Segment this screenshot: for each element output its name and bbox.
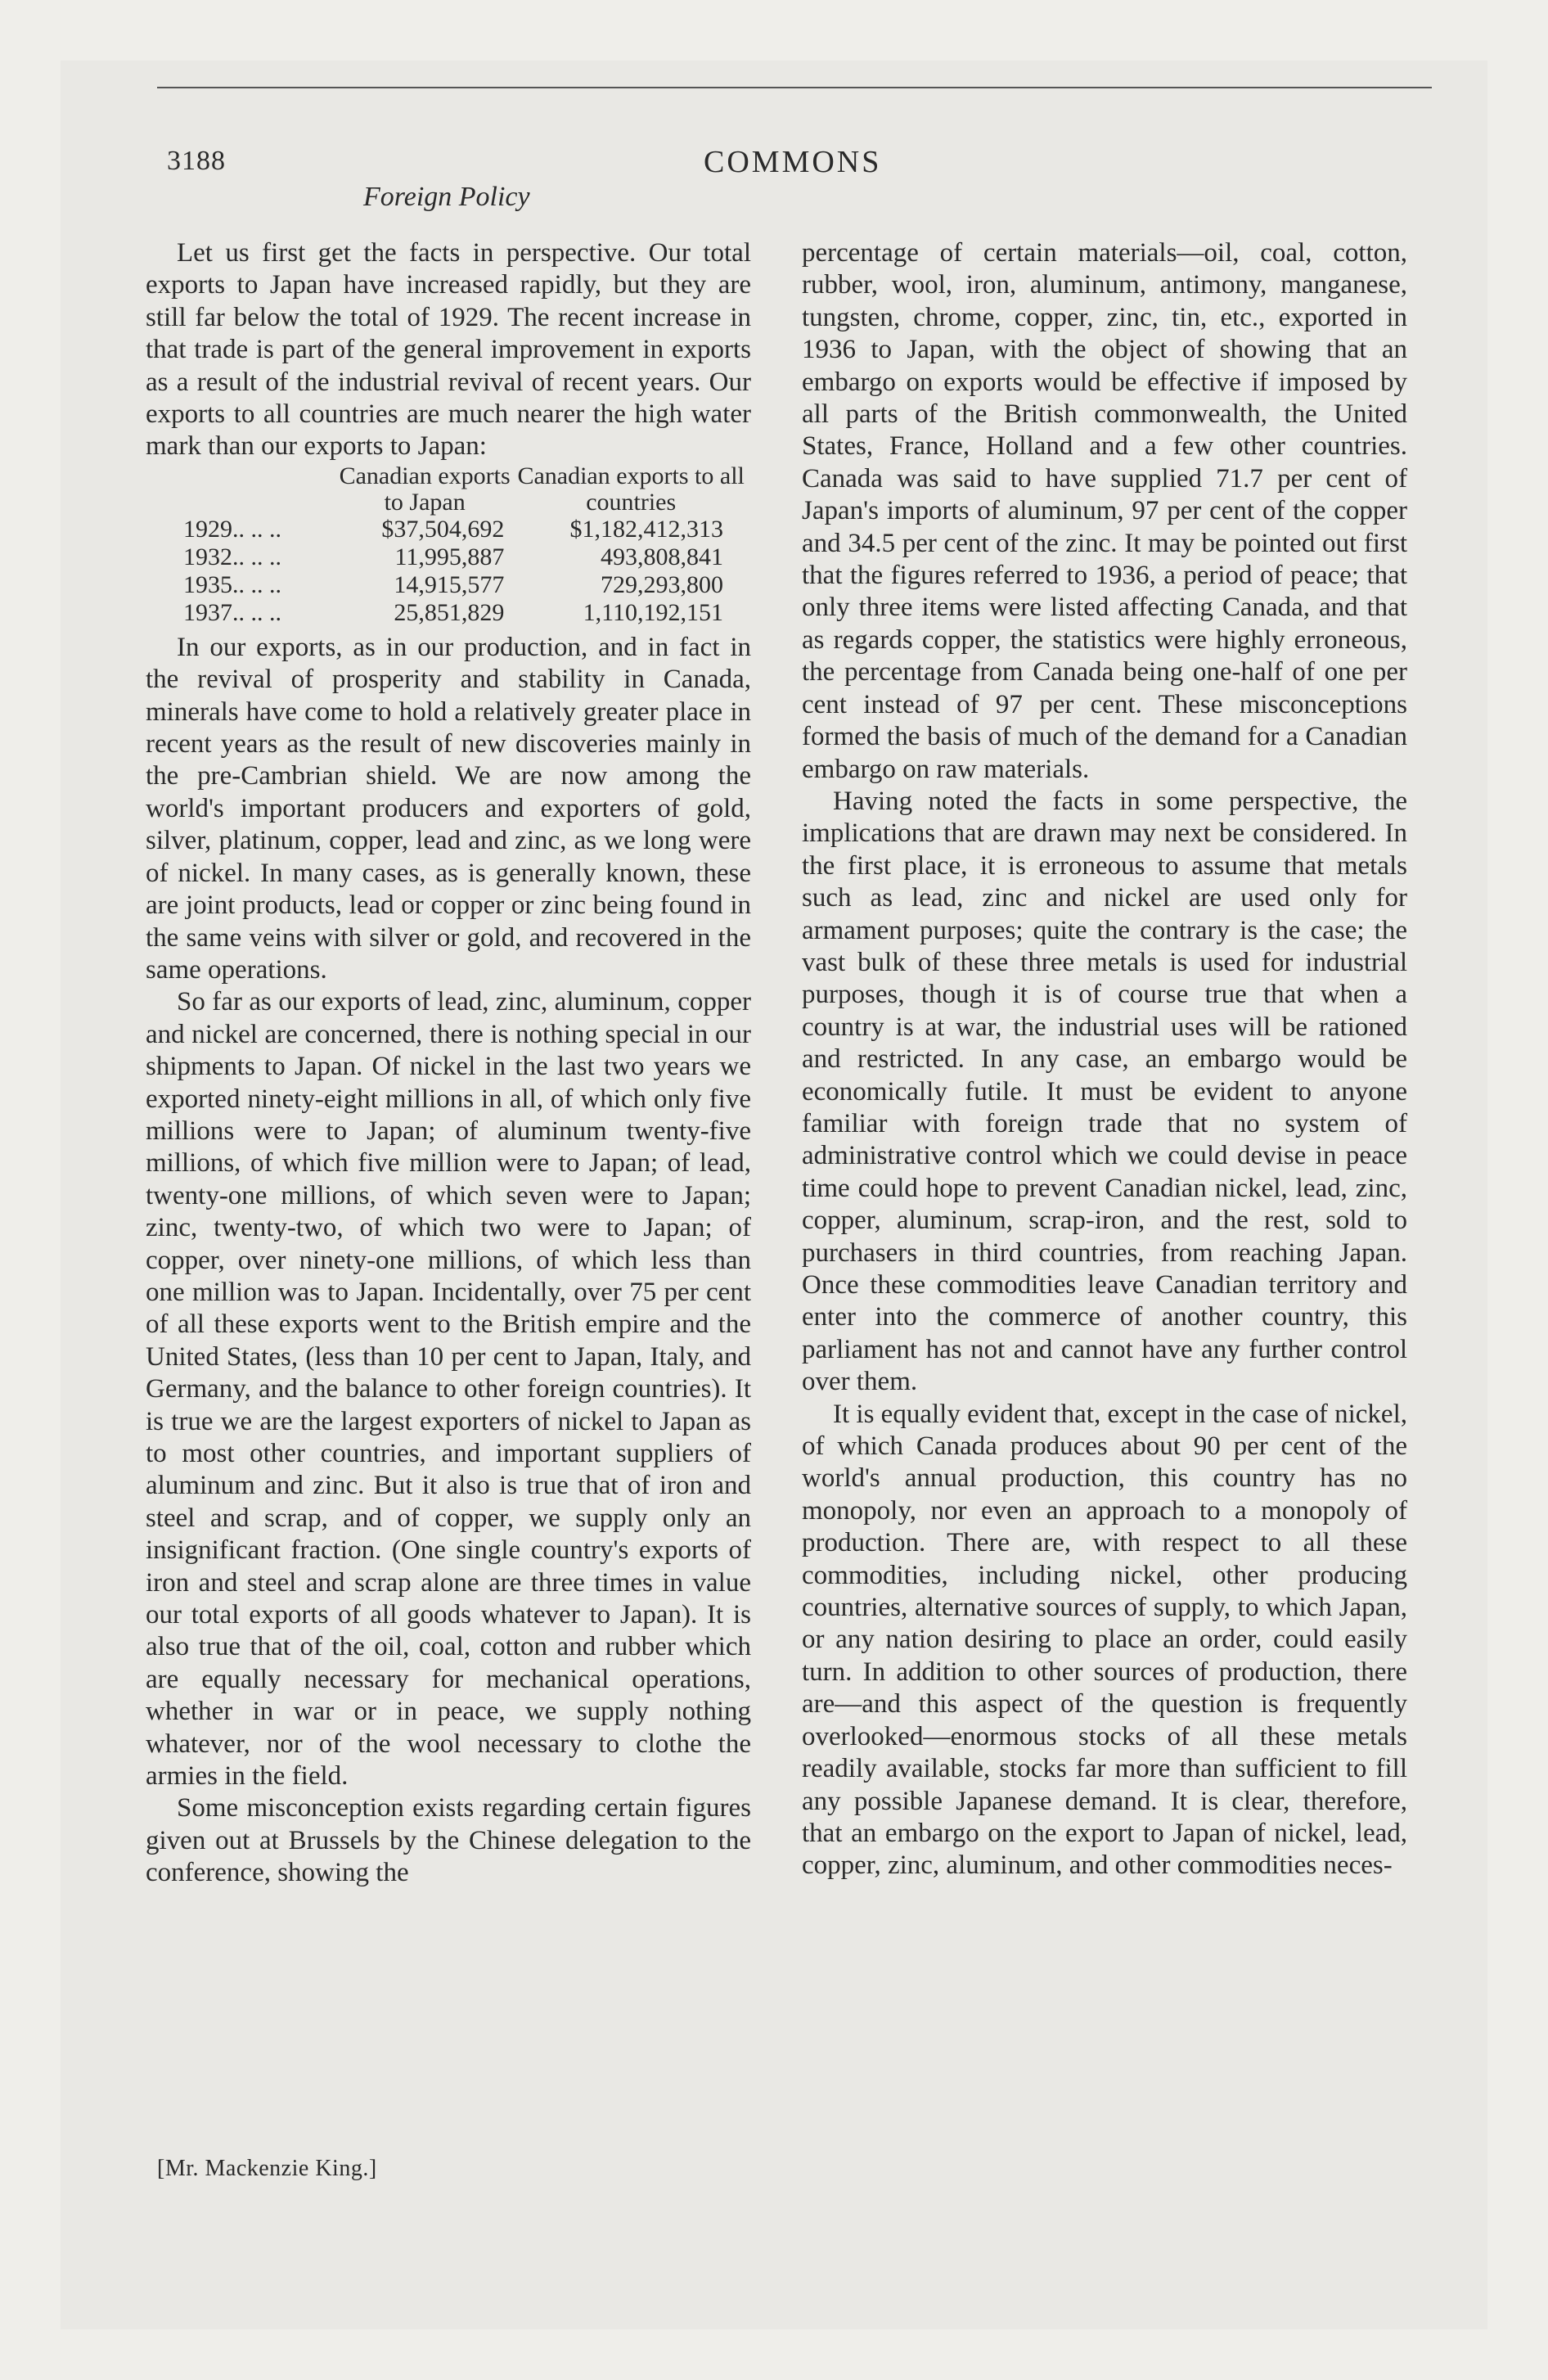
table-header-row: [146, 463, 751, 516]
paragraph: percentage of certain materials—oil, coal, cotton, rubber, wool, iron, aluminum, antimony, manganese, tungsten, chrome, copper, zinc, tin, etc., exported in 1936 to Japan, with the object of showing that an embargo on exports would be effective if imposed by all parts of the British commonwealth, the United States, France, Holland and a few other countries. Canada was said to have supplied 71.7 per cent of Japan's imports of aluminum, 97 per cent of the copper and 34.5 per cent of the zinc. It may be pointed out first that the figures referred to 1936, a period of peace; that only three items were listed affecting Canada, and that as regards copper, the statistics were highly erroneous, the percentage from Canada being one-half of one per cent instead of 97 per cent. These misconceptions formed the basis of much of the demand for a Canadian embargo on raw materials.: [802, 238, 1407, 784]
page-header: [108, 139, 1442, 229]
page-number: 3188: [167, 146, 226, 176]
table-cell-year: 1935.. .. ..: [183, 570, 281, 598]
table-cell-all: 1,110,192,151: [583, 598, 723, 626]
table-cell-all: 729,293,800: [601, 570, 723, 598]
table-header-year: [146, 463, 339, 516]
table-cell-year: 1937.. .. ..: [183, 598, 281, 626]
table-row: [146, 599, 751, 627]
table-row: [146, 571, 751, 599]
paragraph: Having noted the facts in some perspective, the implications that are drawn may next be considered. In the first place, it is erroneous to assume that metals such as lead, zinc and nickel are used only for armament purposes; quite the contrary is the case; the vast bulk of these three metals is used for industrial purposes, though it is of course true that when a country is at war, the industrial uses will be rationed and restricted. In any case, an embargo would be economically futile. It must be evident to anyone familiar with foreign trade that no system of administrative control which we could devise in peace time could hope to prevent Canadian nickel, lead, zinc, copper, aluminum, scrap-iron, and the rest, sold to purchasers in third countries, from reaching Japan. Once these commodities leave Canadian territory and enter into the commerce of another country, this parliament has not and cannot have any further control over them.: [802, 786, 1407, 1397]
table-row: [146, 543, 751, 571]
table-cell-japan: 14,915,577: [394, 570, 505, 598]
paragraph: In our exports, as in our production, and in fact in the revival of prosperity and stability in Canada, minerals have come to hold a relatively greater place in recent years as the result of new discoveries mainly in the pre-Cambrian shield. We are now among the world's important producers and exporters of gold, silver, platinum, copper, lead and zinc, as we long were of nickel. In many cases, as is generally known, these are joint products, lead or copper or zinc being found in the same veins with silver or gold, and recovered in the same operations.: [146, 632, 751, 985]
header-rule: [157, 87, 1432, 88]
running-title: COMMONS: [704, 145, 882, 179]
table-cell-japan: $37,504,692: [381, 515, 505, 543]
table-header-all: Canadian exports to all countries: [517, 462, 745, 516]
speaker-footnote: [Mr. Mackenzie King.]: [157, 2156, 377, 2181]
exports-table: [146, 463, 751, 627]
table-cell-japan: 11,995,887: [394, 543, 505, 570]
table-cell-all: 493,808,841: [601, 543, 723, 570]
table-cell-year: 1929.. .. ..: [183, 515, 281, 543]
table-cell-year: 1932.. .. ..: [183, 543, 281, 570]
table-header-japan: Canadian exports to Japan: [339, 462, 511, 516]
table-cell-all: $1,182,412,313: [569, 515, 723, 543]
left-column: [146, 237, 751, 1890]
table-cell-japan: 25,851,829: [394, 598, 505, 626]
paragraph: Some misconception exists regarding certain figures given out at Brussels by the Chinese delegation to the conference, showing the: [146, 1793, 751, 1888]
right-column: [802, 237, 1407, 1882]
paragraph: Let us first get the facts in perspective. Our total exports to Japan have increased rapidly, but they are still far below the total of 1929. The recent increase in that trade is part of the general improvement in exports as a result of the industrial revival of recent years. Our exports to all countries are much nearer the high water mark than our exports to Japan:: [146, 238, 751, 462]
paragraph: So far as our exports of lead, zinc, aluminum, copper and nickel are concerned, there is nothing special in our shipments to Japan. Of nickel in the last two years we exported ninety-eight millions in all, of which only five millions were to Japan; of aluminum twenty-five millions, of which five million were to Japan; of lead, twenty-one millions, of which seven were to Japan; zinc, twenty-two, of which two were to Japan; of copper, over ninety-one millions, of which less than one million was to Japan. Incidentally, over 75 per cent of all these exports went to the British empire and the United States, (less than 10 per cent to Japan, Italy, and Germany, and the balance to other foreign countries). It is true we are the largest exporters of nickel to Japan as to most other countries, and important suppliers of aluminum and zinc. But it also is true that of iron and steel and scrap, and of copper, we supply only an insignificant fraction. (One single country's exports of iron and steel and scrap alone are three times in value our total exports of all goods whatever to Japan). It is also true that of the oil, coal, cotton and rubber which are equally necessary for mechanical operations, whether in war or in peace, we supply nothing whatever, nor of the wool necessary to clothe the armies in the field.: [146, 987, 751, 1792]
section-title: Foreign Policy: [363, 182, 530, 212]
table-row: [146, 516, 751, 543]
paragraph: It is equally evident that, except in the case of nickel, of which Canada produces about 90 per cent of the world's annual production, this country has no monopoly, nor even an approach to a monopoly of production. There are, with respect to all these commodities, including nickel, other producing countries, alternative sources of supply, to which Japan, or any nation desiring to place an order, could easily turn. In addition to other sources of production, there are—and this aspect of the question is frequently overlooked—enormous stocks of all these metals readily available, stocks far more than sufficient to fill any possible Japanese demand. It is clear, therefore, that an embargo on the export to Japan of nickel, lead, copper, zinc, aluminum, and other commodities neces-: [802, 1399, 1407, 1881]
